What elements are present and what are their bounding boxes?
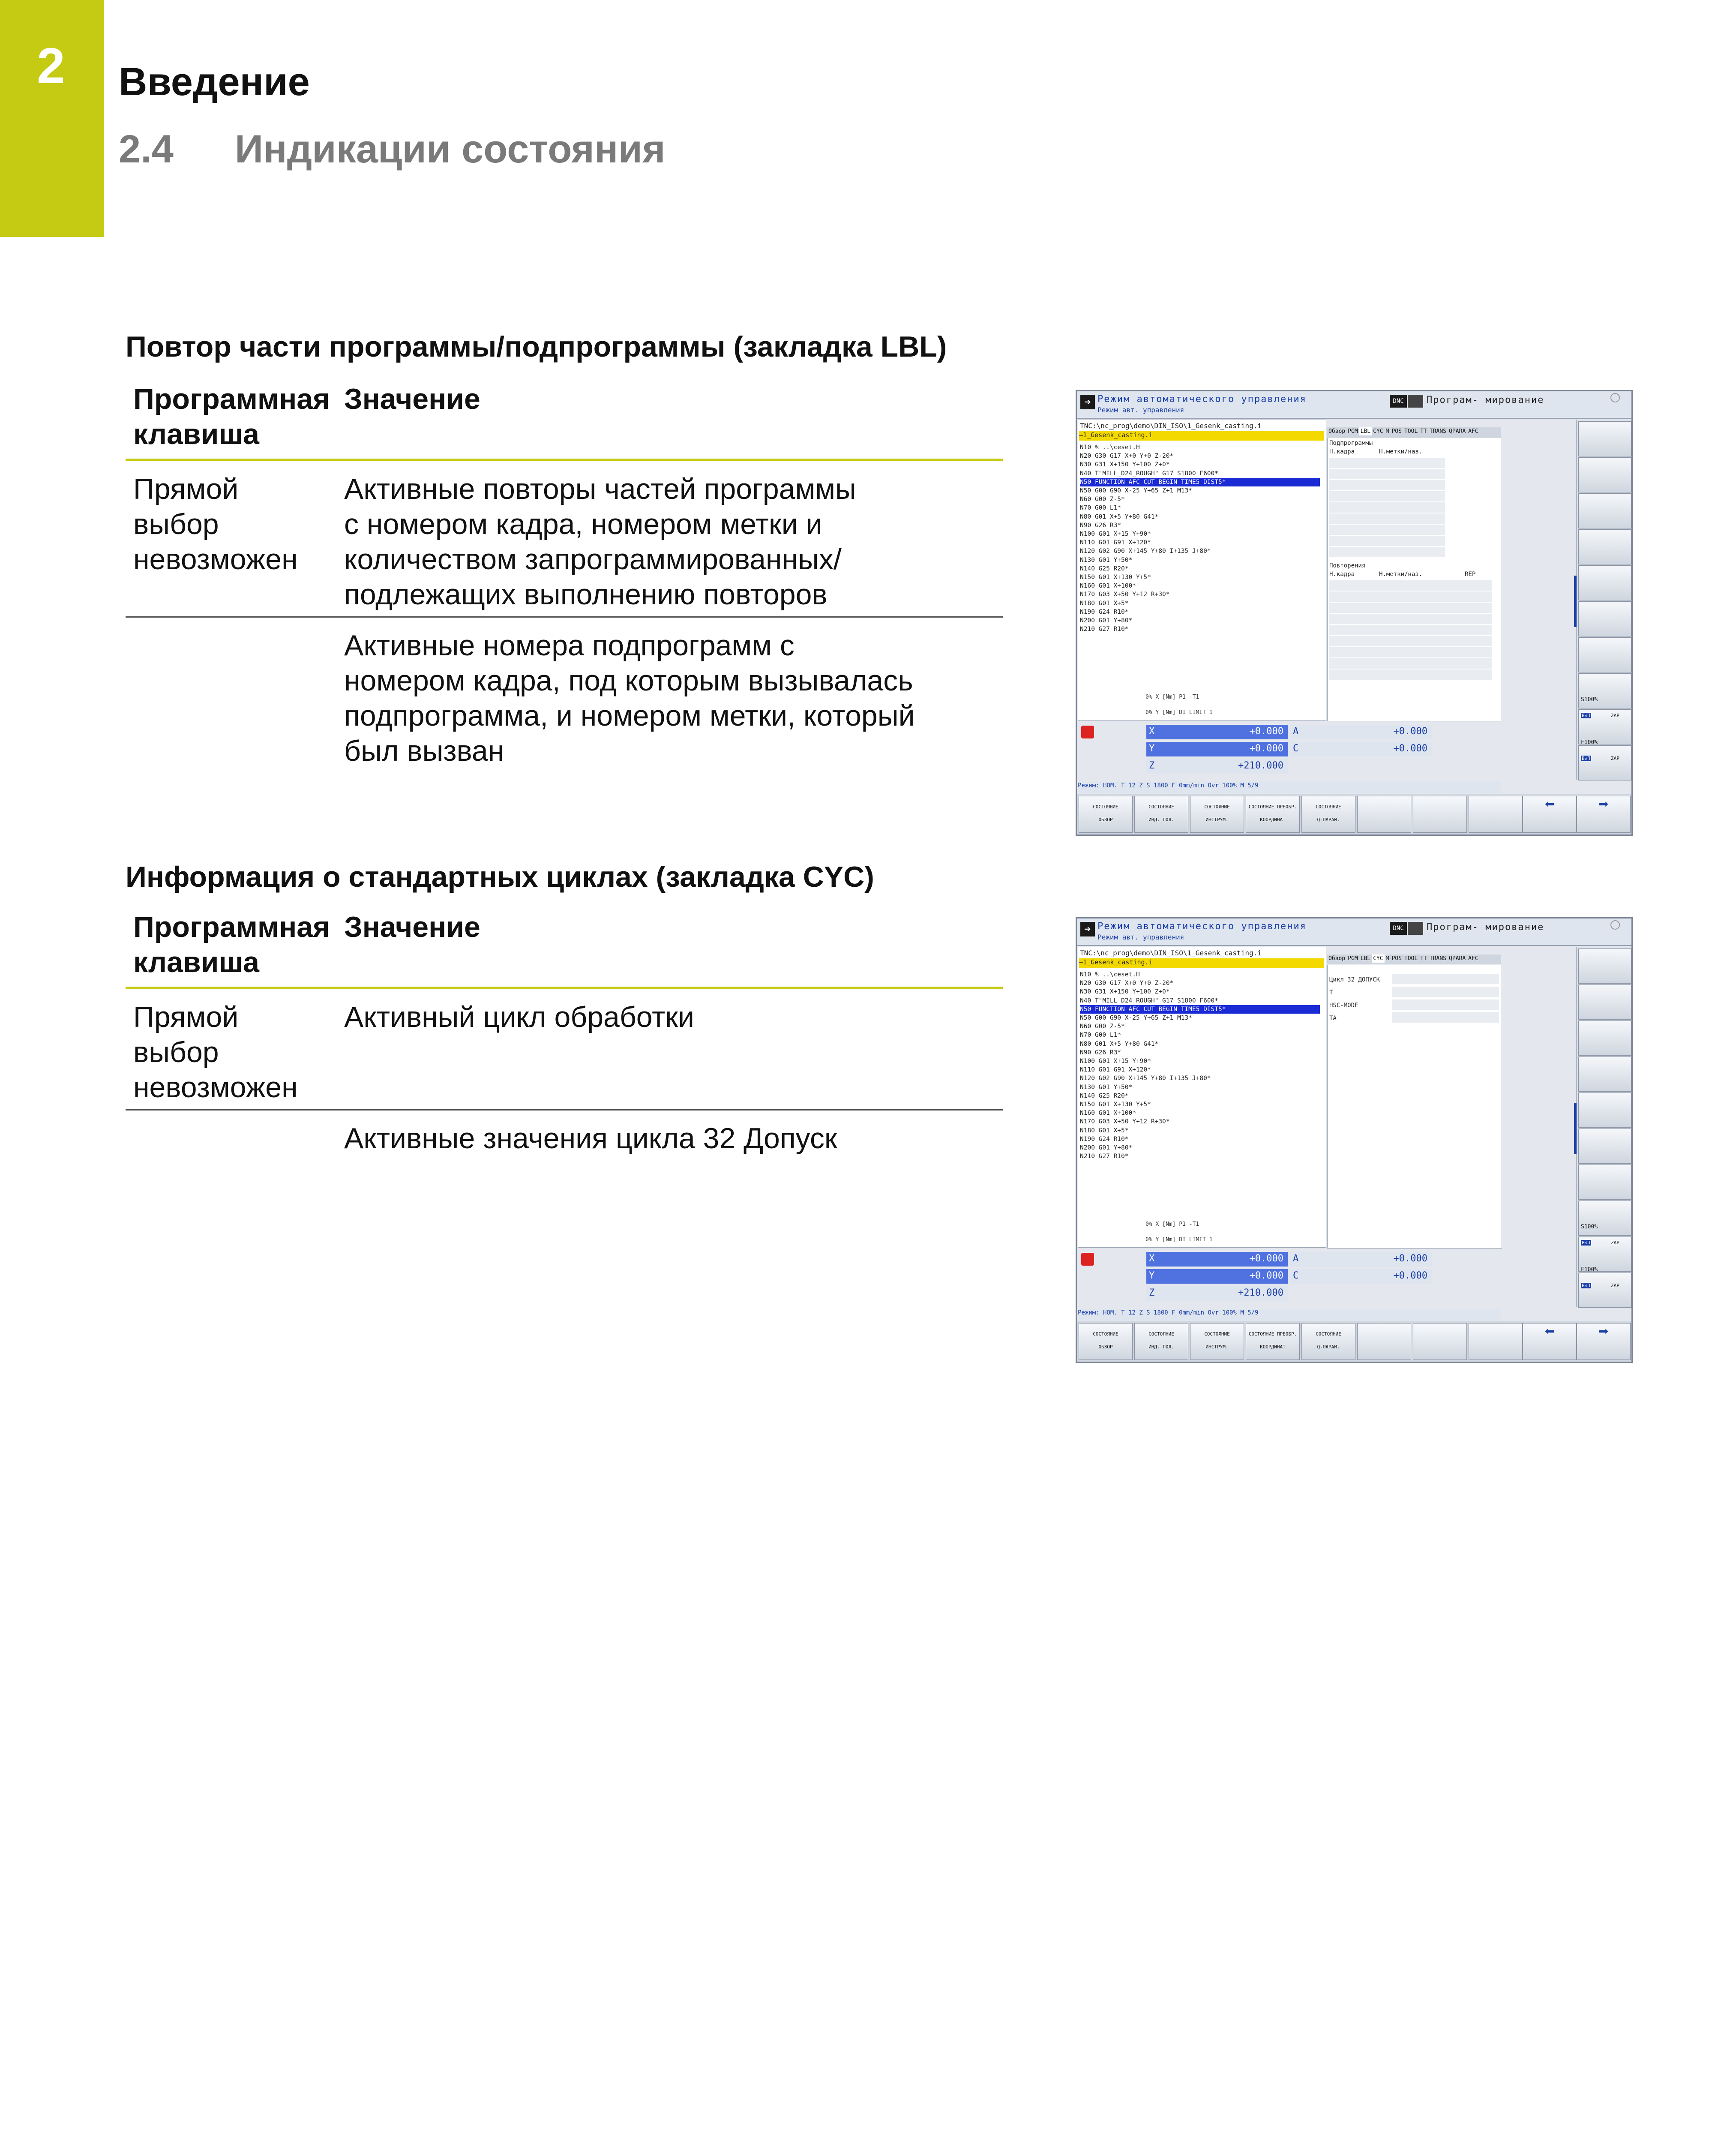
program-line[interactable]: N170 G03 X+50 Y+12 R+30* bbox=[1080, 1118, 1170, 1126]
axis-value: +0.000 bbox=[1393, 726, 1427, 737]
side-softkey[interactable] bbox=[1578, 529, 1631, 564]
dnc-badge: DNC bbox=[1390, 922, 1407, 935]
machine-mode-subtitle: Режим авт. управления bbox=[1097, 933, 1184, 941]
dnc-badge: DNC bbox=[1390, 395, 1407, 408]
vyp-label: ВЫП bbox=[1582, 713, 1590, 718]
axis-row bbox=[1290, 742, 1432, 756]
stop-icon bbox=[1081, 726, 1094, 738]
tab-pgm[interactable]: PGM bbox=[1348, 428, 1358, 435]
program-line[interactable]: N190 G24 R10* bbox=[1080, 1135, 1129, 1143]
program-footer-1: 0% X [Nm] P1 -T1 bbox=[1145, 1221, 1199, 1228]
tab-afc[interactable]: AFC bbox=[1468, 955, 1478, 962]
status-bar: Режим: НОМ. T 12 Z S 1800 F 0mm/min Ovr 100% M 5/9 bbox=[1078, 1309, 1501, 1321]
side-softkey[interactable] bbox=[1578, 601, 1631, 636]
axis-name: X bbox=[1149, 1253, 1155, 1264]
axis-name: A bbox=[1293, 726, 1299, 737]
tab-qpara[interactable]: QPARA bbox=[1449, 428, 1466, 435]
chapter-title: Введение bbox=[119, 60, 310, 104]
vyp-label: ВЫП bbox=[1582, 1283, 1590, 1288]
axis-row bbox=[1146, 725, 1288, 739]
program-line[interactable]: N40 T"MILL_D24_ROUGH" G17 S1800 F600* bbox=[1080, 997, 1219, 1004]
repeat-cell bbox=[1329, 591, 1492, 603]
softkey-empty[interactable] bbox=[1357, 1323, 1411, 1360]
subprogram-cell bbox=[1329, 513, 1445, 525]
tab-tt[interactable]: TT bbox=[1420, 955, 1427, 962]
arrow-left-icon: ⬅ bbox=[1544, 1322, 1555, 1342]
axis-row bbox=[1290, 725, 1432, 739]
tab-afc[interactable]: AFC bbox=[1468, 428, 1478, 435]
tab-trans[interactable]: TRANS bbox=[1429, 428, 1447, 435]
clock-icon bbox=[1610, 393, 1620, 402]
subprograms-label: Подпрограммы bbox=[1329, 440, 1373, 447]
axis-value: +0.000 bbox=[1393, 1253, 1427, 1264]
axis-row bbox=[1290, 1252, 1432, 1267]
program-line[interactable]: N70 G00 L1* bbox=[1080, 1032, 1121, 1039]
tab-m[interactable]: M bbox=[1385, 955, 1389, 962]
program-line[interactable]: N60 G00 Z-5* bbox=[1080, 496, 1125, 503]
lbl-heading: Повтор части программы/подпрограммы (закладка LBL) bbox=[126, 330, 947, 363]
subprogram-cell bbox=[1329, 491, 1445, 502]
cycle-cell bbox=[1392, 974, 1499, 985]
program-file: →1_Gesenk_casting.i bbox=[1079, 431, 1324, 441]
axis-name: X bbox=[1149, 726, 1155, 737]
cycle-cell bbox=[1392, 1012, 1499, 1023]
subprogram-cell bbox=[1329, 525, 1445, 536]
side-softkey[interactable] bbox=[1578, 984, 1631, 1020]
subprogram-cell bbox=[1329, 480, 1445, 491]
axis-name: Z bbox=[1149, 1288, 1155, 1298]
side-softkey[interactable] bbox=[1578, 1020, 1631, 1056]
col-value-header: Значение bbox=[344, 383, 480, 415]
tab-cyc[interactable]: CYC bbox=[1372, 954, 1384, 963]
hsc-mode-label: HSC-MODE bbox=[1329, 1002, 1358, 1009]
program-line[interactable]: N170 G03 X+50 Y+12 R+30* bbox=[1080, 591, 1170, 598]
program-line[interactable]: N50 FUNCTION AFC CUT BEGIN TIME5 DIST5* bbox=[1080, 1005, 1320, 1014]
program-line[interactable]: N60 G00 Z-5* bbox=[1080, 1023, 1125, 1030]
tab-tool[interactable]: TOOL bbox=[1404, 428, 1418, 435]
mode-arrow-icon: ➔ bbox=[1080, 922, 1095, 936]
arrow-left-icon: ⬅ bbox=[1544, 795, 1555, 814]
title-bar bbox=[1077, 391, 1631, 419]
tab-pos[interactable]: POS bbox=[1391, 955, 1402, 962]
subprogram-cell bbox=[1329, 458, 1445, 469]
subprogram-cell bbox=[1329, 502, 1445, 513]
axis-row bbox=[1146, 1252, 1288, 1267]
program-line[interactable]: N130 G01 Y+50* bbox=[1080, 556, 1133, 564]
cycle32-label: Цикл 32 ДОПУСК bbox=[1329, 976, 1380, 983]
axis-name: C bbox=[1293, 1270, 1299, 1281]
side-softkeys bbox=[1576, 420, 1632, 780]
row-value: Активные повторы частей программы с номером кадра, номером метки и количеством запрограммированных/ подлежащих выполнению повторов bbox=[344, 473, 856, 611]
softkey[interactable]: СОСТОЯНИЕ Q-ПАРАМ. bbox=[1301, 796, 1355, 833]
program-line[interactable]: N210 G27 R10* bbox=[1080, 626, 1129, 633]
program-line[interactable]: N190 G24 R10* bbox=[1080, 608, 1129, 615]
title-bar bbox=[1077, 918, 1631, 946]
side-softkey[interactable] bbox=[1578, 1165, 1631, 1200]
axis-value: +0.000 bbox=[1249, 1253, 1283, 1264]
side-softkey[interactable] bbox=[1578, 565, 1631, 600]
side-scroll-indicator bbox=[1574, 1103, 1577, 1154]
side-softkey[interactable] bbox=[1578, 1129, 1631, 1164]
program-line[interactable]: N80 G01 X+5 Y+80 G41* bbox=[1080, 1040, 1159, 1047]
machine-mode-title: Режим автоматического управления bbox=[1097, 921, 1307, 932]
side-softkey[interactable] bbox=[1578, 673, 1631, 708]
cyc-table bbox=[126, 905, 1003, 1162]
override-label: F100% bbox=[1581, 1267, 1598, 1273]
program-line[interactable]: N200 G01 Y+80* bbox=[1080, 617, 1133, 624]
cycle-cell bbox=[1392, 987, 1499, 998]
program-line[interactable]: N130 G01 Y+50* bbox=[1080, 1084, 1133, 1091]
program-line[interactable]: N120 G02 G90 X+145 Y+80 I+135 J+80* bbox=[1080, 1075, 1211, 1082]
dnc-status-icon bbox=[1408, 395, 1423, 408]
tab-lbl[interactable]: LBL bbox=[1360, 955, 1371, 962]
axis-name: A bbox=[1293, 1253, 1299, 1264]
program-line[interactable]: N210 G27 R10* bbox=[1080, 1153, 1129, 1160]
repeat-cell bbox=[1329, 614, 1492, 625]
axis-value: +0.000 bbox=[1393, 743, 1427, 754]
softkey[interactable]: СОСТОЯНИЕ Q-ПАРАМ. bbox=[1301, 1323, 1355, 1360]
label-number-header: Н.метки/наз. bbox=[1379, 571, 1423, 578]
stop-icon bbox=[1081, 1253, 1094, 1266]
program-line[interactable]: N50 G00 G90 X-25 Y+65 Z+1 M13* bbox=[1080, 1014, 1192, 1022]
tab-pos[interactable]: POS bbox=[1391, 428, 1402, 435]
program-line[interactable]: N110 G01 G91 X+120* bbox=[1080, 1066, 1151, 1074]
program-line[interactable]: N70 G00 L1* bbox=[1080, 504, 1121, 512]
program-window[interactable] bbox=[1078, 420, 1326, 720]
position-display bbox=[1078, 1249, 1501, 1309]
status-panel bbox=[1327, 438, 1502, 721]
table-header bbox=[126, 377, 1003, 461]
tab-qpara[interactable]: QPARA bbox=[1449, 955, 1466, 962]
program-line[interactable]: N140 G25 R20* bbox=[1080, 565, 1129, 572]
block-number-header: Н.кадра bbox=[1329, 448, 1355, 455]
table-row bbox=[126, 618, 1003, 772]
tab-tt[interactable]: TT bbox=[1420, 428, 1427, 435]
side-softkey[interactable] bbox=[1578, 493, 1631, 528]
softkey-back-button[interactable] bbox=[1523, 1323, 1577, 1360]
tab-cyc[interactable]: CYC bbox=[1373, 428, 1383, 435]
vyp-label: ВЫП bbox=[1582, 756, 1590, 761]
program-line[interactable]: N160 G01 X+100* bbox=[1080, 582, 1136, 590]
axis-row bbox=[1146, 1286, 1288, 1301]
softkey-back-button[interactable] bbox=[1523, 796, 1577, 833]
program-window[interactable] bbox=[1078, 947, 1326, 1248]
subprogram-cell bbox=[1329, 547, 1445, 558]
chapter-tab bbox=[0, 0, 104, 237]
chapter-number: 2 bbox=[37, 38, 65, 94]
axis-value: +210.000 bbox=[1238, 760, 1283, 771]
side-softkey[interactable] bbox=[1578, 1273, 1631, 1308]
program-footer-2: 0% Y [Nm] DI LIMIT 1 bbox=[1145, 709, 1213, 716]
subprogram-cell bbox=[1329, 536, 1445, 547]
dnc-status-icon bbox=[1408, 922, 1423, 935]
zap-label: ZAP bbox=[1611, 1283, 1619, 1288]
tab-pgm[interactable]: PGM bbox=[1348, 955, 1358, 962]
program-line[interactable]: N100 G01 X+15 Y+90* bbox=[1080, 531, 1151, 538]
axis-row bbox=[1146, 759, 1288, 774]
repeat-cell bbox=[1329, 603, 1492, 614]
axis-value: +0.000 bbox=[1393, 1270, 1427, 1281]
status-tabs bbox=[1327, 954, 1501, 964]
status-bar: Режим: НОМ. T 12 Z S 1800 F 0mm/min Ovr 100% M 5/9 bbox=[1078, 782, 1501, 793]
program-lines bbox=[1080, 443, 1320, 633]
program-line[interactable]: N180 G01 X+5* bbox=[1080, 600, 1129, 607]
programming-mode[interactable]: Програм- мирование bbox=[1427, 922, 1544, 933]
softkey-empty[interactable] bbox=[1413, 796, 1467, 833]
softkey[interactable]: СОСТОЯНИЕ ИНСТРУМ. bbox=[1190, 796, 1244, 833]
program-file: →1_Gesenk_casting.i bbox=[1079, 958, 1324, 968]
row-value: Активные значения цикла 32 Допуск bbox=[344, 1122, 837, 1155]
axis-row bbox=[1146, 742, 1288, 756]
table-row bbox=[126, 461, 1003, 618]
axis-row bbox=[1146, 1269, 1288, 1284]
subprogram-cell bbox=[1329, 469, 1445, 480]
softkey[interactable]: СОСТОЯНИЕ ОБЗОР bbox=[1079, 1323, 1133, 1360]
t-label: T bbox=[1329, 989, 1333, 996]
position-display bbox=[1078, 722, 1501, 781]
side-softkey[interactable] bbox=[1578, 1056, 1631, 1092]
side-softkey[interactable] bbox=[1578, 948, 1631, 984]
axis-value: +0.000 bbox=[1249, 1270, 1283, 1281]
tab-trans[interactable]: TRANS bbox=[1429, 955, 1447, 962]
override-label: F100% bbox=[1581, 739, 1598, 746]
row-value: Активный цикл обработки bbox=[344, 1001, 694, 1033]
program-line[interactable]: N80 G01 X+5 Y+80 G41* bbox=[1080, 513, 1159, 520]
softkey-empty[interactable] bbox=[1469, 796, 1523, 833]
programming-mode[interactable]: Програм- мирование bbox=[1427, 395, 1544, 405]
program-line[interactable]: N40 T"MILL_D24_ROUGH" G17 S1800 F600* bbox=[1080, 470, 1219, 477]
status-panel bbox=[1327, 965, 1502, 1249]
side-softkey[interactable] bbox=[1578, 1201, 1631, 1236]
cycle-cell bbox=[1392, 999, 1499, 1011]
side-softkey[interactable] bbox=[1578, 637, 1631, 672]
tab-обзор[interactable]: Обзор bbox=[1328, 428, 1346, 435]
softkey[interactable]: СОСТОЯНИЕ ИНД. ПОЛ. bbox=[1134, 796, 1188, 833]
mode-arrow-icon: ➔ bbox=[1080, 395, 1095, 409]
softkey-bar bbox=[1077, 1321, 1631, 1362]
repeat-cell bbox=[1329, 625, 1492, 636]
softkey-forward-button[interactable] bbox=[1577, 796, 1631, 833]
program-line[interactable]: N120 G02 G90 X+145 Y+80 I+135 J+80* bbox=[1080, 548, 1211, 555]
program-line[interactable]: N50 G00 G90 X-25 Y+65 Z+1 M13* bbox=[1080, 487, 1192, 495]
repeat-cell bbox=[1329, 636, 1492, 647]
axis-name: Y bbox=[1149, 743, 1155, 754]
zap-label: ZAP bbox=[1611, 713, 1619, 718]
tab-m[interactable]: M bbox=[1385, 428, 1389, 435]
program-line[interactable]: N50 FUNCTION AFC CUT BEGIN TIME5 DIST5* bbox=[1080, 478, 1320, 486]
zap-label: ZAP bbox=[1611, 756, 1619, 761]
repeats-label: Повторения bbox=[1329, 562, 1366, 569]
tnc-screenshot-cyc bbox=[1076, 917, 1633, 1363]
row-key: Прямой выбор невозможен bbox=[133, 473, 298, 576]
side-softkey[interactable] bbox=[1578, 745, 1631, 780]
tnc-screenshot-lbl bbox=[1076, 390, 1633, 836]
program-line[interactable]: N160 G01 X+100* bbox=[1080, 1110, 1136, 1117]
program-path: TNC:\nc_prog\demo\DIN_ISO\1_Gesenk_casting.i bbox=[1080, 422, 1262, 430]
axis-row bbox=[1290, 1269, 1432, 1284]
axis-name: Y bbox=[1149, 1270, 1155, 1281]
col-key-header: Программная клавиша bbox=[133, 383, 330, 450]
softkey[interactable]: СОСТОЯНИЕ ПРЕОБР. КООРДИНАТ bbox=[1246, 1323, 1300, 1360]
program-line[interactable]: N110 G01 G91 X+120* bbox=[1080, 539, 1151, 546]
row-value: Активные номера подпрограмм с номером кадра, под которым вызывалась подпрограмма, и номером метки, который был вызван bbox=[344, 629, 915, 767]
tab-обзор[interactable]: Обзор bbox=[1328, 955, 1346, 962]
tab-tool[interactable]: TOOL bbox=[1404, 955, 1418, 962]
program-line[interactable]: N150 G01 X+130 Y+5* bbox=[1080, 1101, 1151, 1108]
arrow-right-icon: ➡ bbox=[1598, 1322, 1609, 1342]
side-softkeys bbox=[1576, 947, 1632, 1307]
program-line[interactable]: N20 G30 G17 X+0 Y+0 Z-20* bbox=[1080, 453, 1174, 460]
row-key: Прямой выбор невозможен bbox=[133, 1001, 298, 1104]
program-line[interactable]: N140 G25 R20* bbox=[1080, 1092, 1129, 1099]
rep-header: REP bbox=[1465, 571, 1476, 578]
program-line[interactable]: N150 G01 X+130 Y+5* bbox=[1080, 574, 1151, 581]
override-label: S100% bbox=[1581, 1224, 1598, 1230]
program-line[interactable]: N10 % ..\ceset.H bbox=[1080, 971, 1140, 978]
axis-name: C bbox=[1293, 743, 1299, 754]
program-line[interactable]: N30 G31 X+150 Y+100 Z+0* bbox=[1080, 461, 1170, 468]
section-number: 2.4 bbox=[119, 127, 174, 171]
col-value-header: Значение bbox=[344, 911, 480, 943]
softkey[interactable]: СОСТОЯНИЕ ИНД. ПОЛ. bbox=[1134, 1323, 1188, 1360]
side-scroll-indicator bbox=[1574, 576, 1577, 627]
program-footer-2: 0% Y [Nm] DI LIMIT 1 bbox=[1145, 1237, 1213, 1243]
program-line[interactable]: N20 G30 G17 X+0 Y+0 Z-20* bbox=[1080, 980, 1174, 987]
softkey-bar bbox=[1077, 794, 1631, 834]
section-title: Индикации состояния bbox=[235, 127, 666, 171]
axis-name: Z bbox=[1149, 760, 1155, 771]
softkey[interactable]: СОСТОЯНИЕ ПРЕОБР. КООРДИНАТ bbox=[1246, 796, 1300, 833]
lbl-table bbox=[126, 377, 1003, 772]
side-softkey[interactable] bbox=[1578, 421, 1631, 456]
program-footer-1: 0% X [Nm] P1 -T1 bbox=[1145, 694, 1199, 700]
axis-value: +0.000 bbox=[1249, 726, 1283, 737]
repeat-cell bbox=[1329, 580, 1492, 591]
softkey-empty[interactable] bbox=[1469, 1323, 1523, 1360]
table-row bbox=[126, 989, 1003, 1111]
axis-value: +210.000 bbox=[1238, 1288, 1283, 1298]
program-path: TNC:\nc_prog\demo\DIN_ISO\1_Gesenk_casting.i bbox=[1080, 949, 1262, 957]
softkey[interactable]: СОСТОЯНИЕ ИНСТРУМ. bbox=[1190, 1323, 1244, 1360]
status-tabs bbox=[1327, 427, 1501, 437]
side-softkey[interactable] bbox=[1578, 457, 1631, 492]
program-line[interactable]: N90 G26 R3* bbox=[1080, 522, 1121, 529]
program-line[interactable]: N10 % ..\ceset.H bbox=[1080, 444, 1140, 451]
program-line[interactable]: N200 G01 Y+80* bbox=[1080, 1144, 1133, 1152]
table-header bbox=[126, 905, 1003, 989]
tab-lbl[interactable]: LBL bbox=[1359, 427, 1372, 435]
program-line[interactable]: N30 G31 X+150 Y+100 Z+0* bbox=[1080, 988, 1170, 996]
machine-mode-title: Режим автоматического управления bbox=[1097, 394, 1307, 405]
program-line[interactable]: N100 G01 X+15 Y+90* bbox=[1080, 1058, 1151, 1065]
table-row bbox=[126, 1111, 1003, 1162]
ta-label: TA bbox=[1329, 1015, 1337, 1022]
program-line[interactable]: N180 G01 X+5* bbox=[1080, 1127, 1129, 1134]
clock-icon bbox=[1610, 920, 1620, 930]
block-number-header: Н.кадра bbox=[1329, 571, 1355, 578]
softkey-empty[interactable] bbox=[1413, 1323, 1467, 1360]
label-number-header: Н.метки/наз. bbox=[1379, 448, 1423, 455]
side-softkey[interactable] bbox=[1578, 1093, 1631, 1128]
axis-value: +0.000 bbox=[1249, 743, 1283, 754]
program-line[interactable]: N90 G26 R3* bbox=[1080, 1049, 1121, 1056]
col-key-header: Программная клавиша bbox=[133, 911, 330, 978]
machine-mode-subtitle: Режим авт. управления bbox=[1097, 406, 1184, 414]
cyc-heading: Информация о стандартных циклах (закладка CYC) bbox=[126, 861, 874, 893]
override-label: S100% bbox=[1581, 696, 1598, 703]
repeat-cell bbox=[1329, 658, 1492, 669]
arrow-right-icon: ➡ bbox=[1598, 795, 1609, 814]
softkey-empty[interactable] bbox=[1357, 796, 1411, 833]
vyp-label: ВЫП bbox=[1582, 1240, 1590, 1246]
program-lines bbox=[1080, 970, 1320, 1161]
softkey-forward-button[interactable] bbox=[1577, 1323, 1631, 1360]
repeat-cell bbox=[1329, 669, 1492, 681]
zap-label: ZAP bbox=[1611, 1240, 1619, 1246]
softkey[interactable]: СОСТОЯНИЕ ОБЗОР bbox=[1079, 796, 1133, 833]
repeat-cell bbox=[1329, 647, 1492, 658]
